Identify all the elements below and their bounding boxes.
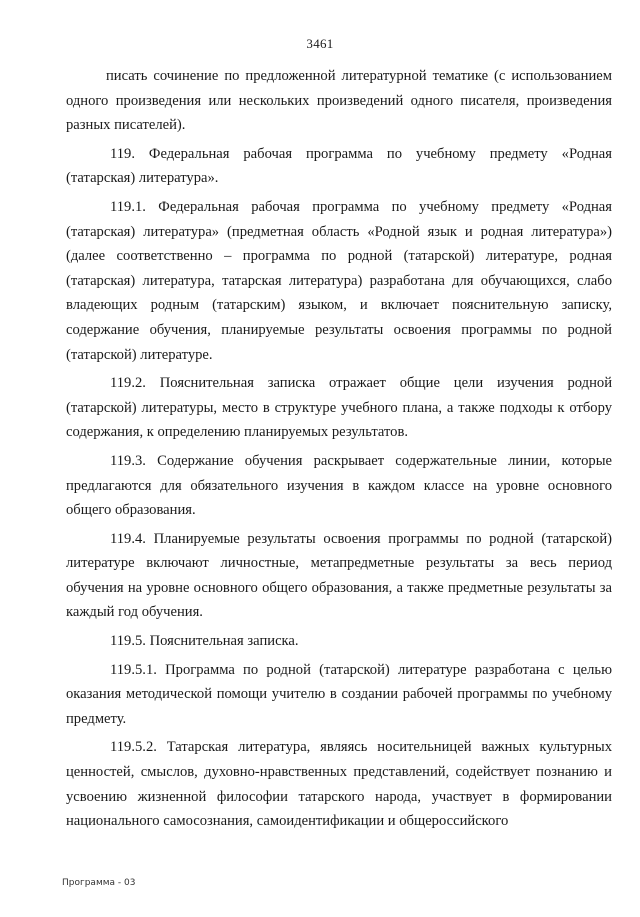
paragraph-section-119-3: 119.3. Содержание обучения раскрывает содержательные линии, которые предлагаются для обязательного изучения в каждом классе на уровне основного общего образования. — [66, 452, 612, 519]
paragraph-section-119-5-2: 119.5.2. Татарская литература, являясь носительницей важных культурных ценностей, смыслов, духовно-нравственных представлений, содействует познанию и усвоению жизненной философии татарского народа, участвует в формировании национального самосознания, самоидентификации и общероссийского — [66, 739, 612, 830]
paragraph-section-119-1: 119.1. Федеральная рабочая программа по учебному предмету «Родная (татарская) литература» (предметная область «Родной язык и родная литература») (далее соответственно – программа по родной (татарской) литературе, родная (татарская) литература, татарская литература) разработана для обучающихся, слабо владеющих родным (татарским) языком, и включает пояснительную записку, содержание обучения, планируемые результаты освоения программы по родной (татарской) литературе. — [66, 198, 612, 363]
page-number: 3461 — [306, 36, 334, 51]
document-body — [66, 64, 612, 838]
paragraph-section-119-5: 119.5. Пояснительная записка. — [110, 633, 299, 650]
paragraph-section-119-2: 119.2. Пояснительная записка отражает общие цели изучения родной (татарской) литературы, место в структуре учебного плана, а также подходы к отбору содержания, к определению планируемых результатов. — [66, 375, 612, 441]
paragraph-section-119-5-1: 119.5.1. Программа по родной (татарской) литературе разработана с целью оказания методической помощи учителю в создании рабочей программы по учебному предмету. — [66, 661, 612, 727]
paragraph-section-119-4: 119.4. Планируемые результаты освоения программы по родной (татарской) литературе включают личностные, метапредметные результаты за весь период обучения на уровне основного общего образования, а также предметные результаты за каждый год обучения. — [66, 530, 612, 621]
footer-program-mark: Программа - 03 — [62, 878, 136, 888]
paragraph-continuation: писать сочинение по предложенной литературной тематике (с использованием одного произведения или нескольких произведений одного писателя, произведения разных писателей). — [66, 68, 612, 134]
paragraph-section-119: 119. Федеральная рабочая программа по учебному предмету «Родная (татарская) литература». — [66, 145, 612, 187]
